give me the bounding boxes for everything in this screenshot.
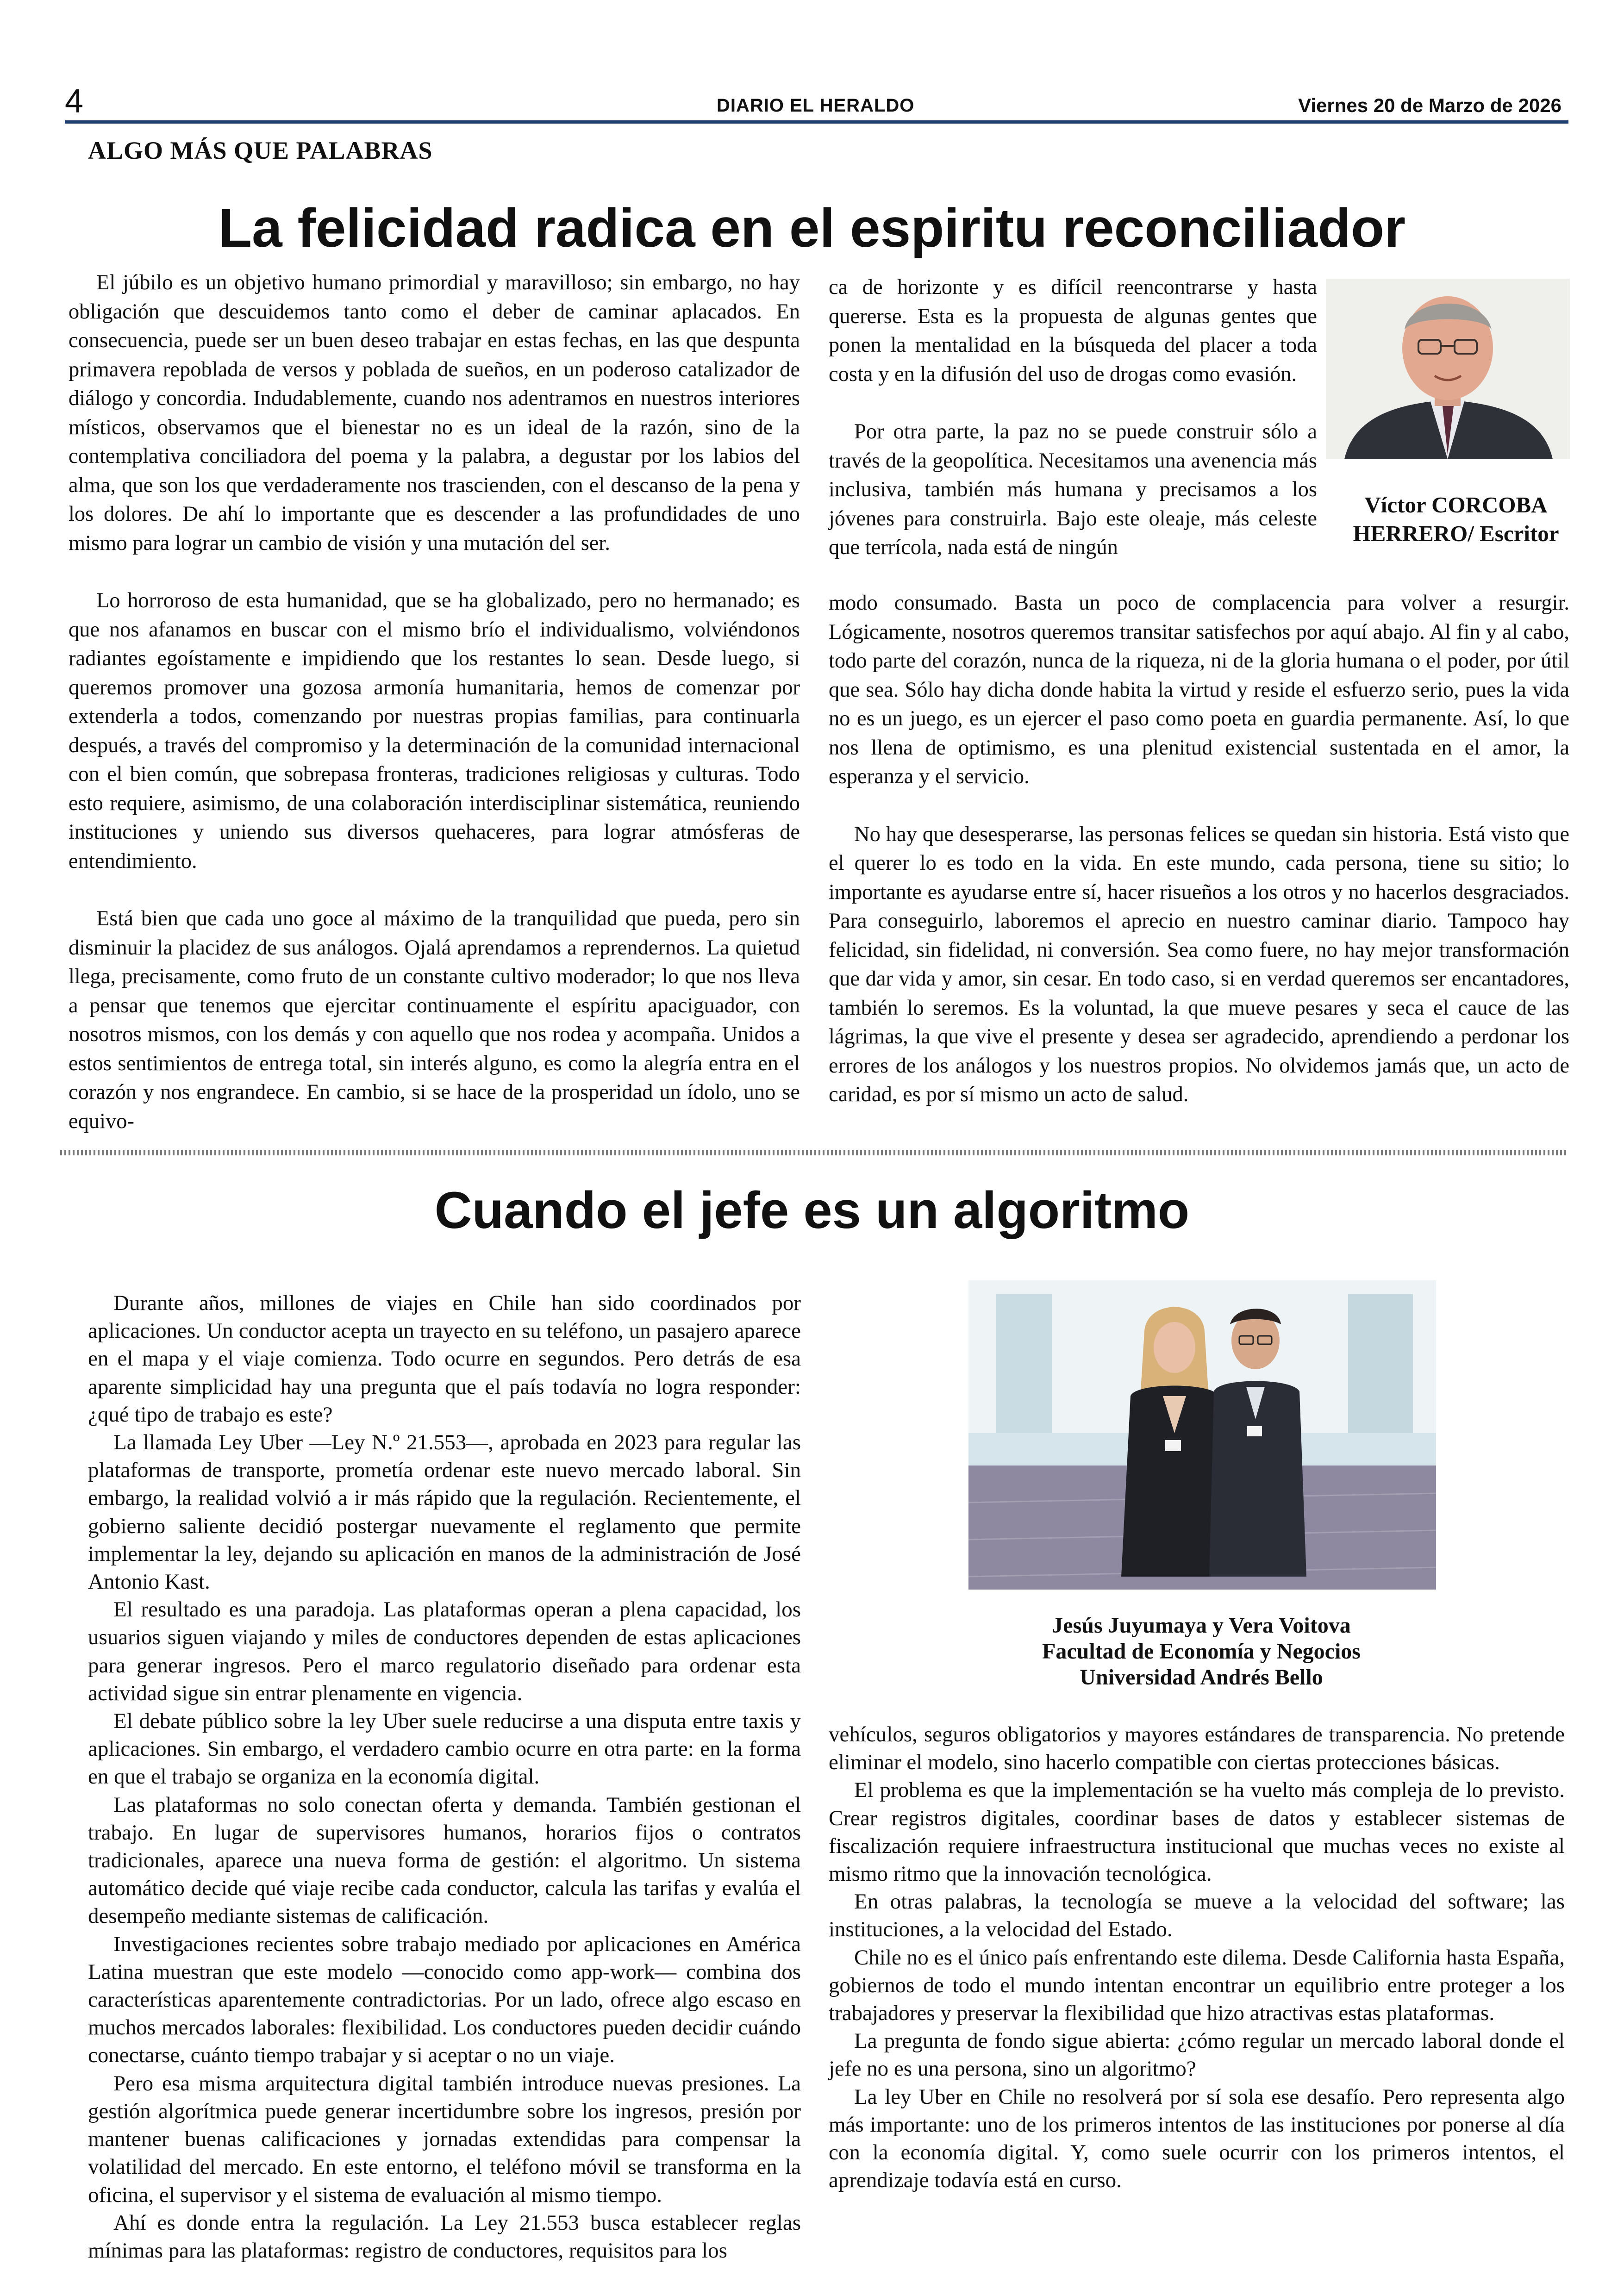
paragraph: En otras palabras, la tecnología se mueve a la velocidad del software; las instituciones, a la velocidad del Estado. (829, 1890, 1565, 1942)
paragraph: Está bien que cada uno goce al máximo de la tranquilidad que pueda, pero sin disminuir la placidez de sus análogos. Ojalá aprendamos a reprendernos. La quietud llega, precisamente, como fruto de un constante cultivo moderador; lo que nos lleva a pensar que tenemos que ejercitar continuamente el espíritu apaciguador, con nosotros mismos, con los demás y con aquello que nos rodea y acompaña. Unidos a estos sentimientos de entrega total, sin interés alguno, es como la alegría entra en el corazón y nos engrandece. En cambio, si se hace de la prosperidad un ídolo, uno se equivo- (69, 907, 800, 1133)
author-role: HERRERO/ Escritor (1353, 521, 1559, 546)
article-2-column-2 (829, 1721, 1565, 2194)
paragraph: Ahí es donde entra la regulación. La Ley 21.553 busca establecer reglas mínimas para las plataformas: registro de conductores, requisitos para los (88, 2210, 801, 2263)
paragraph: El júbilo es un objetivo humano primordial y maravilloso; sin embargo, no hay obligación que descuidemos tanto como el deber de caminar aplacados. En consecuencia, puede ser un buen deseo trabajar en estas fechas, en las que despunta primavera repoblada de versos y poblada de sueños, en un poderoso catalizador de diálogo y concordia. Indudablemente, cuando nos adentramos en nuestros interiores místicos, observamos que el bienestar no es un ideal de la razón, sino de la contemplativa conciliadora del poema y la palabra, a degustar por los labios del alma, que son los que verdaderamente nos trascienden, con el descanso de la pena y los dolores. De ahí lo importante que es descender a las profundidades de uno mismo para lograr un cambio de visión y una mutación del ser. (69, 271, 800, 555)
page-number: 4 (65, 83, 84, 120)
authors-photo (968, 1280, 1436, 1590)
authors-caption (963, 1613, 1440, 1690)
paragraph: vehículos, seguros obligatorios y mayores estándares de transparencia. No pretende eliminar el modelo, sino hacerlo compatible con ciertas protecciones básicas. (829, 1722, 1565, 1775)
issue-date: Viernes 20 de Marzo de 2026 (1298, 94, 1562, 116)
paragraph: Pero esa misma arquitectura digital también introduce nuevas presiones. La gestión algorítmica puede generar incertidumbre sobre los ingresos, presión por mantener buenas calificaciones y jornadas extendidas para compensar la volatilidad del mercado. En este entorno, el teléfono móvil se transforma en la oficina, el supervisor y el sistema de evaluación al mismo tiempo. (88, 2071, 801, 2207)
article-1-column-1 (69, 268, 800, 1136)
paragraph: modo consumado. Basta un poco de complacencia para volver a resurgir. Lógicamente, nosotros queremos transitar satisfechos por aquí abajo. Al fin y al cabo, todo parte del corazón, nunca de la riqueza, ni de la gloria humana o el poder, por útil que sea. Sólo hay dicha donde habita la virtud y reside el esfuerzo serio, pues la vida no es un juego, es un ejercer el paso como poeta en guardia permanente. Así, lo que nos llena de optimismo, es una plenitud existencial sustentada en el amor, la esperanza y el servicio. (829, 591, 1569, 788)
author-byline (1333, 491, 1579, 548)
caption-faculty: Facultad de Economía y Negocios (1042, 1639, 1361, 1664)
article-2-title: Cuando el jefe es un algoritmo (434, 1181, 1190, 1239)
paragraph: Por otra parte, la paz no se puede construir sólo a través de la geopolítica. Necesitamos una avenencia más inclusiva, también más humana y precisamos a los jóvenes para construirla. Bajo este oleaje, más celeste que terrícola, nada está de ningún (829, 420, 1317, 559)
paragraph: La pregunta de fondo sigue abierta: ¿cómo regular un mercado laboral donde el jefe no es una persona, sino un algoritmo? (829, 2029, 1565, 2081)
paragraph: El problema es que la implementación se ha vuelto más compleja de lo previsto. Crear registros digitales, coordinar bases de datos y establecer sistemas de fiscalización requiere infraestructura institucional que muchas veces no existe al mismo ritmo que la innovación tecnológica. (829, 1778, 1565, 1886)
article-1-column-2-top (829, 273, 1317, 562)
paragraph: Chile no es el único país enfrentando este dilema. Desde California hasta España, gobiernos de todo el mundo intentan encontrar un equilibrio entre proteger a los trabajadores y preservar la flexibilidad que hizo atractivas estas plataformas. (829, 1945, 1565, 2026)
paragraph: El debate público sobre la ley Uber suele reducirse a una disputa entre taxis y aplicaciones. Sin embargo, el verdadero cambio ocurre en otra parte: en la forma en que el trabajo se organiza en la economía digital. (88, 1709, 801, 1789)
article-2-column-1 (88, 1289, 801, 2264)
paragraph: No hay que desesperarse, las personas felices se quedan sin historia. Está visto que el querer lo es todo en la vida. En este mundo, cada persona, tiene su sitio; lo importante es ayudarse entre sí, hacer risueños a los otros y no hacerlos desgraciados. Para conseguirlo, laboremos el aprecio en nuestro caminar diario. Tampoco hay felicidad, sin fidelidad, ni conversión. Sea como fuere, no hay mejor transformación que dar vida y amor, sin cesar. En todo caso, si en verdad queremos ser encantadores, también lo seremos. Es la voluntad, la que mueve pesares y seca el cauce de las lágrimas, la que vive el presente y desea ser agradecido, aprendiendo a perdonar los errores de los análogos y los nuestros propios. No olvidemos jamás que, un acto de caridad, es por sí mismo un acto de salud. (829, 822, 1569, 1106)
paragraph: ca de horizonte y es difícil reencontrarse y hasta quererse. Esta es la propuesta de algunas gentes que ponen la mentalidad en la búsqueda del placer a toda costa y en la difusión del uso de drogas como evasión. (829, 275, 1317, 386)
paragraph: Durante años, millones de viajes en Chile han sido coordinados por aplicaciones. Un conductor acepta un trayecto en su teléfono, un pasajero aparece en el mapa y el viaje comienza. Todo ocurre en segundos. Pero detrás de esa aparente simplicidad hay una pregunta que el país todavía no logra responder: ¿qué tipo de trabajo es este? (88, 1291, 801, 1427)
caption-names: Jesús Juyumaya y Vera Voitova (1052, 1613, 1351, 1638)
paragraph: Lo horroroso de esta humanidad, que se ha globalizado, pero no hermanado; es que nos afanamos en buscar con el mismo brío el individualismo, volviéndonos radiantes egoístamente e impidiendo que los restantes lo sean. Desde luego, si queremos promover una gozosa armonía humanitaria, hemos de comenzar por extenderla a todos, comenzando por nuestras propias familias, para continuarla después, a través del compromiso y la determinación de la comunidad internacional con el bien común, que sobrepasa fronteras, tradiciones religiosas y culturas. Todo esto requiere, asimismo, de una colaboración interdisciplinar sistemática, reuniendo instituciones y uniendo sus diversos quehaceres, para lograr atmósferas de entendimiento. (69, 589, 800, 873)
caption-university: Universidad Andrés Bello (1080, 1665, 1323, 1690)
article-divider (60, 1150, 1568, 1155)
paragraph: El resultado es una paradoja. Las plataformas operan a plena capacidad, los usuarios siguen viajando y miles de conductores dependen de estas aplicaciones para generar ingresos. Pero el marco regulatorio diseñado para ordenar esta actividad sigue sin entrar plenamente en vigencia. (88, 1597, 801, 1705)
article-1-column-2-bottom (829, 589, 1569, 1110)
paragraph: Investigaciones recientes sobre trabajo mediado por aplicaciones en América Latina muestran que este modelo —conocido como app-work— combina dos características aparentemente contradictorias. Por un lado, ofrece algo escaso en muchos mercados laborales: flexibilidad. Los conductores pueden decidir cuándo conectarse, cuánto tiempo trabajar y si aceptar o no un viaje. (88, 1932, 801, 2068)
article-1-title: La felicidad radica en el espiritu reconciliador (218, 198, 1406, 259)
paragraph: Las plataformas no solo conectan oferta y demanda. También gestionan el trabajo. En lugar de supervisores humanos, horarios fijos o contratos tradicionales, aparece una nueva forma de gestión: el algoritmo. Un sistema automático decide qué viaje recibe cada conductor, calcula las tarifas y evalúa el desempeño mediante sistemas de calificación. (88, 1792, 801, 1928)
author-name: Víctor CORCOBA (1364, 492, 1548, 518)
section-label: ALGO MÁS QUE PALABRAS (88, 137, 433, 164)
author-portrait (1326, 279, 1570, 459)
header-rule (65, 120, 1568, 124)
paragraph: La ley Uber en Chile no resolverá por sí sola ese desafío. Pero representa algo más importante: uno de los primeros intentos de las instituciones por ponerse al día con la economía digital. Y, como suele ocurrir con los primeros intentos, el aprendizaje todavía está en curso. (829, 2084, 1565, 2193)
newspaper-name: DIARIO EL HERALDO (717, 95, 915, 116)
paragraph: La llamada Ley Uber —Ley N.º 21.553—, aprobada en 2023 para regular las plataformas de transporte, prometía ordenar este nuevo mercado laboral. Sin embargo, la realidad volvió a ir más rápido que la regulación. Recientemente, el gobierno saliente decidió postergar nuevamente el reglamento que permite implementar la ley, dejando su aplicación en manos de la administración de José Antonio Kast. (88, 1430, 801, 1594)
